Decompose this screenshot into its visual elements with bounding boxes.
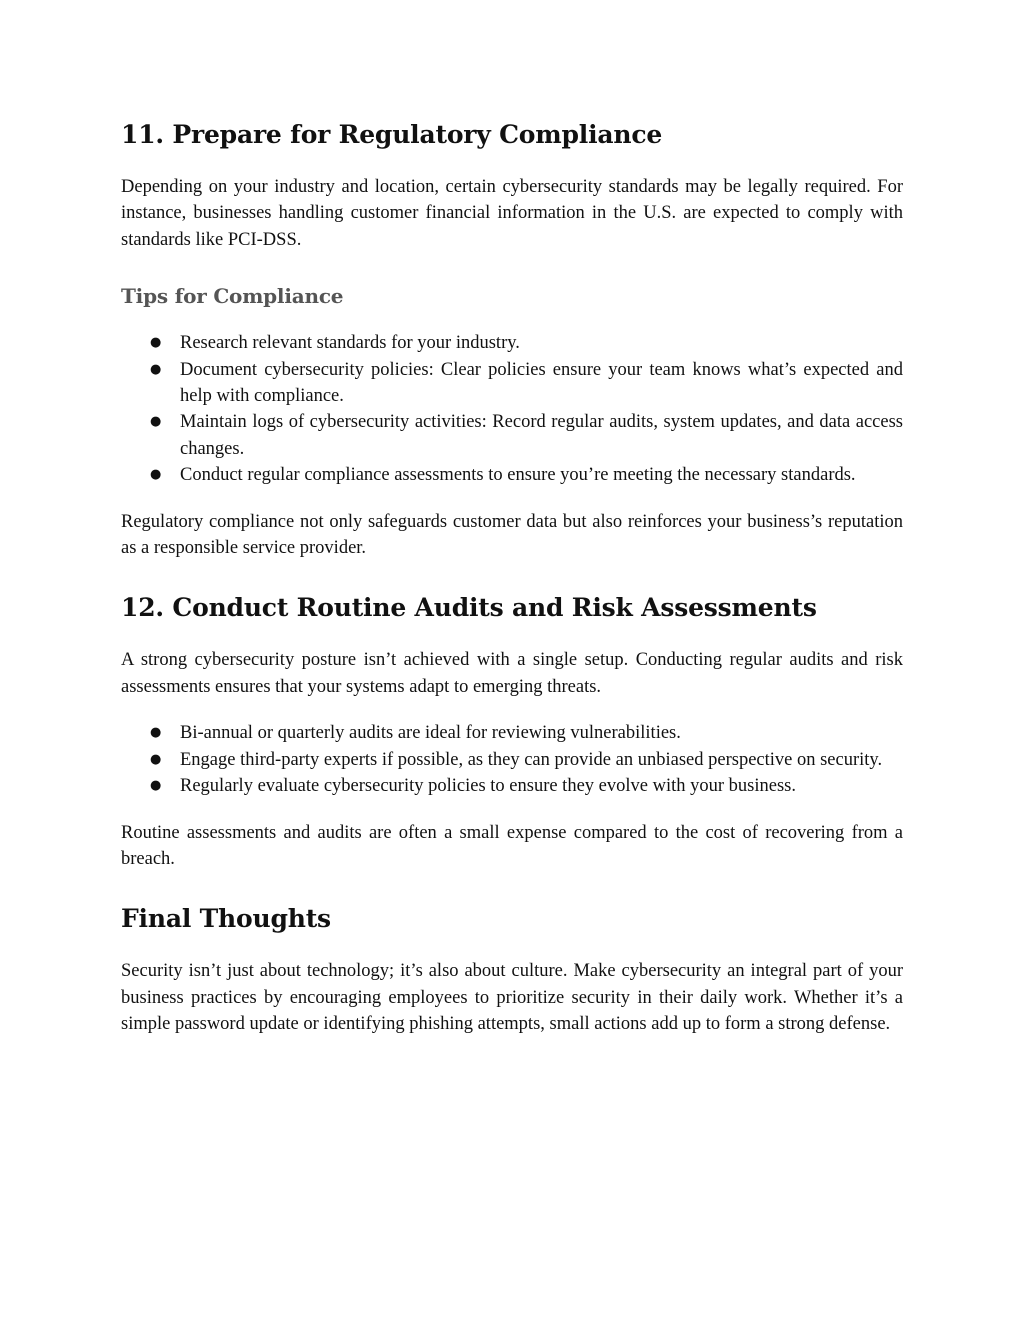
bullet-icon: ● — [150, 467, 162, 483]
list-item — [121, 330, 903, 356]
section-11-outro-paragraph: Regulatory compliance not only safeguards customer data but also reinforces your business’s reputation as a responsible service provider. — [121, 511, 903, 559]
tips-list — [121, 330, 903, 488]
bullet-icon: ● — [150, 335, 162, 351]
list-item — [121, 747, 903, 773]
list-item-text: Research relevant standards for your industry. — [180, 333, 520, 354]
document-page — [121, 118, 903, 1038]
section-11-intro-paragraph: Depending on your industry and location, certain cybersecurity standards may be legally required. For instance, businesses handling customer financial information in the U.S. are expected to comply with standards like PCI-DSS. — [121, 177, 903, 250]
section-11-heading: 11. Prepare for Regulatory Compliance — [121, 120, 663, 149]
list-item — [121, 462, 903, 488]
bullet-icon: ● — [150, 778, 162, 794]
list-item — [121, 773, 903, 799]
list-item-text: Engage third-party experts if possible, as they can provide an unbiased perspective on security. — [180, 749, 883, 770]
list-item-text: Conduct regular compliance assessments to ensure you’re meeting the necessary standards. — [180, 465, 856, 486]
section-12-outro-paragraph: Routine assessments and audits are often a small expense compared to the cost of recovering from a breach. — [121, 822, 903, 869]
list-item-text: Bi-annual or quarterly audits are ideal for reviewing vulnerabilities. — [180, 723, 681, 744]
list-item — [121, 357, 903, 410]
section-12-intro-paragraph: A strong cybersecurity posture isn’t achieved with a single setup. Conducting regular audits and risk assessments ensures that your systems adapt to emerging threats. — [121, 650, 903, 697]
list-item-text: Document cybersecurity policies: Clear policies ensure your team knows what’s expected and help with compliance. — [180, 359, 903, 407]
section-12-heading: 12. Conduct Routine Audits and Risk Assessments — [121, 593, 817, 623]
final-thoughts-paragraph: Security isn’t just about technology; it’s also about culture. Make cybersecurity an integral part of your business practices by encouraging employees to prioritize security in their daily work. Whether it’s a simple password update or identifying phishing attempts, small actions add up to form a strong defense. — [121, 961, 903, 1035]
bullet-icon: ● — [150, 414, 162, 430]
bullet-icon: ● — [150, 725, 162, 741]
bullet-icon: ● — [150, 361, 162, 377]
list-item-text: Maintain logs of cybersecurity activities: Record regular audits, system updates, and data access changes. — [180, 412, 903, 459]
final-thoughts-heading: Final Thoughts — [121, 904, 331, 934]
list-item — [121, 720, 903, 746]
audits-list — [121, 720, 903, 799]
list-item-text: Regularly evaluate cybersecurity policies to ensure they evolve with your business. — [180, 776, 796, 797]
list-item — [121, 409, 903, 462]
tips-subheading: Tips for Compliance — [121, 284, 344, 309]
bullet-icon: ● — [150, 751, 162, 767]
